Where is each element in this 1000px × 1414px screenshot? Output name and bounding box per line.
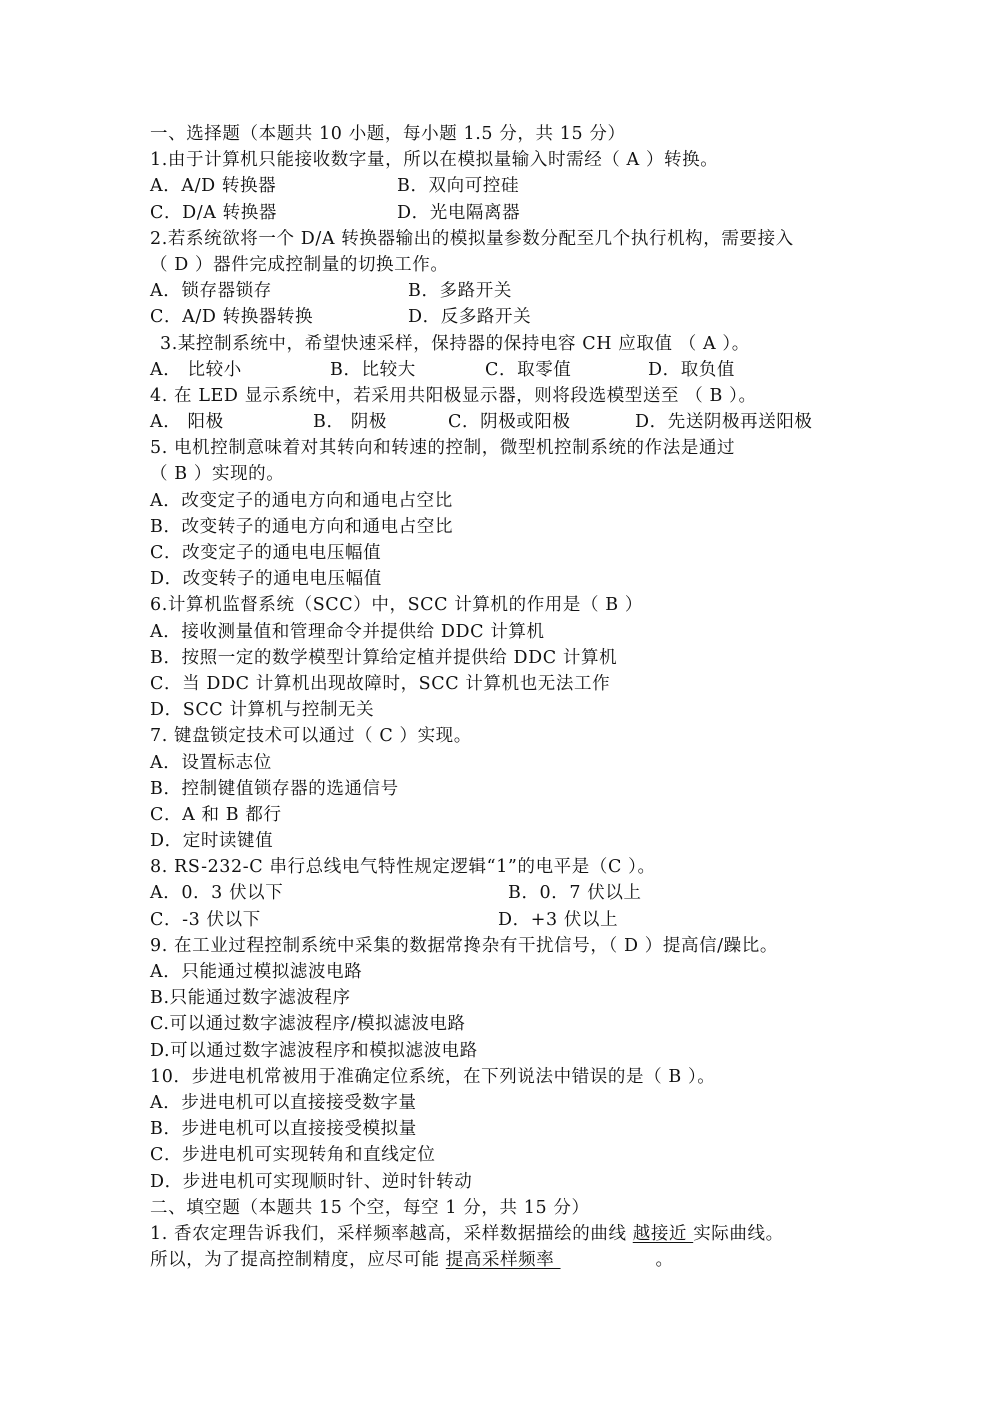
q8-options-row1: [150, 880, 860, 906]
q10-option-b: B．步进电机可以直接接受模拟量: [150, 1119, 417, 1140]
q6-option-d: D．SCC 计算机与控制无关: [150, 700, 375, 721]
q2-options-row2: [150, 304, 860, 330]
q2-options-row1: [150, 278, 860, 304]
q9-option-a: A．只能通过模拟滤波电路: [150, 962, 363, 982]
q9-option-b: B.只能通过数字滤波程序: [150, 988, 351, 1009]
fill1-line1: [150, 1221, 860, 1247]
q9-option-d: D.可以通过数字滤波程序和模拟滤波电路: [150, 1040, 478, 1061]
q4-options-row: [150, 409, 860, 435]
q6-stem: 6.计算机监督系统（SCC）中，SCC 计算机的作用是（ B ）: [150, 595, 643, 616]
q7-option-d: D．定时读键值: [150, 831, 274, 852]
q6-option-a: A．接收测量值和管理命令并提供给 DDC 计算机: [150, 621, 545, 642]
q7-option-a: A．设置标志位: [150, 752, 272, 773]
q3-option-a: A． 比较小: [150, 359, 242, 380]
fill1-answer-blank-1: 越接近: [632, 1223, 694, 1244]
q1-stem: 1.由于计算机只能接收数字量，所以在模拟量输入时需经（ A ）转换。: [150, 150, 719, 171]
q9-option-c: C.可以通过数字滤波程序/模拟滤波电路: [150, 1014, 466, 1035]
q3-option-b: B．比较大: [330, 359, 416, 380]
fill1-line1-suffix: 实际曲线。: [693, 1223, 784, 1244]
section2-title: 二、填空题（本题共 15 个空，每空 1 分，共 15 分）: [150, 1197, 590, 1218]
q7-option-c: C．A 和 B 都行: [150, 804, 282, 825]
q5-option-d: D．改变转子的通电电压幅值: [150, 569, 382, 590]
fill1-answer-2-text: 提高采样频率: [445, 1250, 561, 1271]
q2-option-c: C．A/D 转换器转换: [150, 307, 314, 328]
q8-option-d: D．+3 伏以上: [498, 909, 619, 930]
q10-option-a: A．步进电机可以直接接受数字量: [150, 1092, 417, 1113]
q2-stem-line2: （ D ）器件完成控制量的切换工作。: [150, 254, 449, 275]
fill1-line2-prefix: 所以，为了提高控制精度，应尽可能: [150, 1250, 446, 1271]
q2-option-b: B．多路开关: [408, 281, 512, 302]
q2-stem-line1: 2.若系统欲将一个 D/A 转换器输出的模拟量参数分配至几个执行机构，需要接入: [150, 228, 794, 249]
q1-option-c: C．D/A 转换器: [150, 202, 277, 223]
q7-stem: 7. 键盘锁定技术可以通过（ C ）实现。: [150, 726, 472, 747]
q3-options-row: [150, 357, 860, 383]
q8-option-b: B．0．7 伏以上: [508, 883, 642, 904]
section1-title: 一、选择题（本题共 10 小题，每小题 1.5 分，共 15 分）: [150, 124, 626, 144]
q8-option-a: A．0．3 伏以下: [150, 883, 284, 904]
q6-option-c: C．当 DDC 计算机出现故障时，SCC 计算机也无法工作: [150, 673, 611, 694]
q3-option-c: C．取零值: [485, 359, 572, 380]
q5-option-b: B．改变转子的通电方向和通电占空比: [150, 516, 454, 537]
q4-option-a: A． 阳极: [150, 412, 224, 433]
q2-option-a: A．锁存器锁存: [150, 281, 272, 302]
q8-options-row2: [150, 907, 860, 933]
q4-stem: 4. 在 LED 显示系统中，若采用共阳极显示器，则将段选模型送至 （ B ）。: [150, 385, 757, 406]
q1-option-a: A．A/D 转换器: [150, 176, 277, 197]
fill1-answer-blank-2: [446, 1250, 656, 1270]
q6-option-b: B．按照一定的数学模型计算给定植并提供给 DDC 计算机: [150, 647, 618, 668]
q3-option-d: D．取负值: [648, 359, 736, 380]
q4-option-c: C．阴极或阳极: [448, 412, 571, 433]
q4-option-d: D．先送阴极再送阳极: [635, 412, 813, 433]
q1-options-row2: [150, 200, 860, 226]
q5-option-a: A．改变定子的通电方向和通电占空比: [150, 490, 453, 511]
q8-option-c: C．-3 伏以下: [150, 909, 261, 930]
q8-stem: 8. RS-232-C 串行总线电气特性规定逻辑“1”的电平是（C ）。: [150, 857, 656, 878]
fill1-line2: [150, 1247, 860, 1273]
q10-option-c: C．步进电机可实现转角和直线定位: [150, 1145, 436, 1166]
fill1-line1-prefix: 1. 香农定理告诉我们，采样频率越高，采样数据描绘的曲线: [150, 1223, 633, 1244]
q1-option-d: D．光电隔离器: [397, 202, 521, 223]
q2-option-d: D．反多路开关: [408, 307, 532, 328]
fill1-line2-suffix: 。: [655, 1250, 674, 1271]
q5-option-c: C．改变定子的通电电压幅值: [150, 543, 382, 563]
q5-stem-line2: （ B ）实现的。: [150, 464, 285, 485]
q4-option-b: B． 阴极: [313, 412, 387, 433]
q10-stem: 10．步进电机常被用于准确定位系统，在下列说法中错误的是（ B ）。: [150, 1066, 716, 1087]
q9-stem: 9. 在工业过程控制系统中采集的数据常搀杂有干扰信号，（ D ）提高信/躁比。: [150, 935, 778, 956]
q5-stem-line1: 5. 电机控制意味着对其转向和转速的控制，微型机控制系统的作法是通过: [150, 438, 736, 459]
q10-option-d: D．步进电机可实现顺时针、逆时针转动: [150, 1171, 473, 1192]
exam-page: [150, 121, 860, 1273]
q1-options-row1: [150, 173, 860, 199]
q7-option-b: B．控制键值锁存器的选通信号: [150, 778, 399, 799]
q3-stem: 3.某控制系统中，希望快速采样，保持器的保持电容 CH 应取值 （ A ）。: [160, 333, 750, 354]
q1-option-b: B．双向可控硅: [397, 176, 520, 197]
